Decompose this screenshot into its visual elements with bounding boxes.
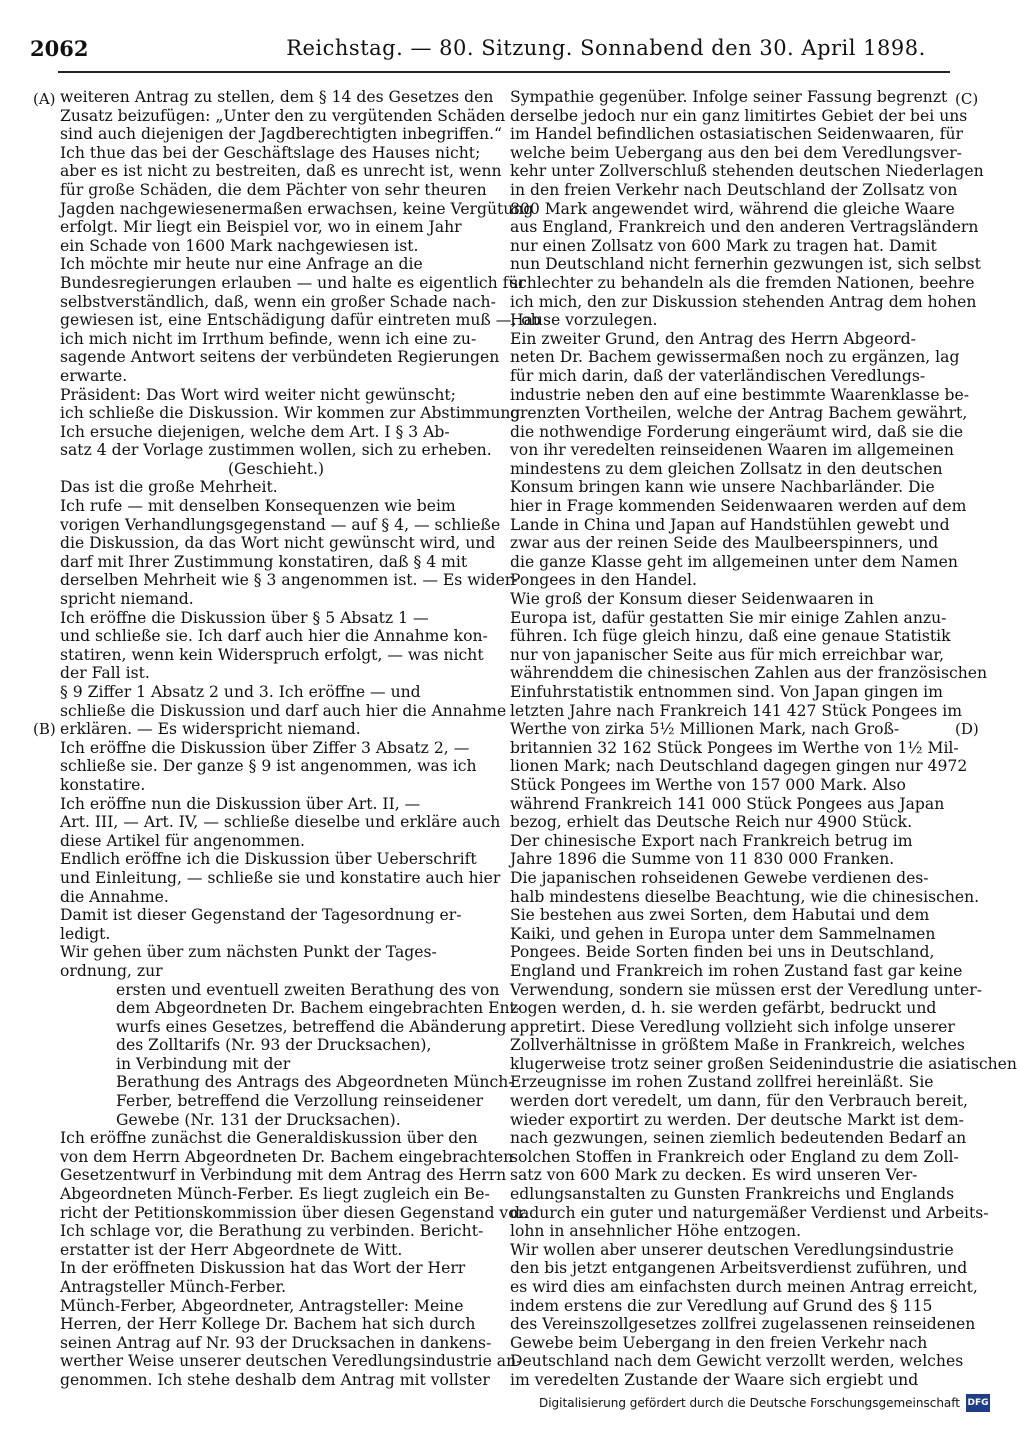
left-column-line: (Geschieht.) [227, 459, 325, 478]
left-column-line: ordnung, zur [60, 961, 163, 980]
right-column-line: klugerweise trotz seiner großen Seidenindustrie die asiatischen [510, 1054, 1017, 1073]
right-column-line: Lande in China und Japan auf Handstühlen gewebt und [510, 515, 950, 534]
left-column-line: werther Weise unserer deutschen Veredlungsindustrie an- [60, 1352, 522, 1371]
left-column-line: von dem Herrn Abgeordneten Dr. Bachem eingebrachten [60, 1147, 514, 1166]
left-column-line: ersten und eventuell zweiten Berathung des von [116, 980, 500, 999]
left-column-line: weiteren Antrag zu stellen, dem § 14 des Gesetzes den [60, 88, 494, 106]
left-column-line: vorigen Verhandlungsgegenstand — auf § 4, — schließe [60, 515, 501, 534]
left-column-line: Jagden nachgewiesenermaßen erwachsen, keine Vergütung [60, 199, 534, 218]
left-column-line: der Fall ist. [60, 664, 150, 683]
right-column-line: kehr unter Zollverschluß stehenden deutschen Niederlagen [510, 162, 984, 181]
left-column-line: Ich schlage vor, die Berathung zu verbinden. Bericht- [60, 1222, 484, 1241]
page-header [30, 36, 982, 66]
right-column-line: im Handel befindlichen ostasiatischen Seidenwaaren, für [510, 125, 963, 144]
margin-marker-c: (C) [955, 90, 979, 108]
left-column-line: Wir gehen über zum nächsten Punkt der Tages- [60, 943, 437, 962]
left-column-line: Ich möchte mir heute nur eine Anfrage an die [60, 255, 423, 274]
left-column-line: Das ist die große Mehrheit. [60, 478, 278, 497]
left-column-line: Gewebe (Nr. 131 der Drucksachen). [116, 1110, 401, 1129]
left-column-line: Endlich eröffne ich die Diskussion über Ueberschrift [60, 850, 477, 869]
right-column-line: Wir wollen aber unserer deutschen Veredlungsindustrie [510, 1240, 954, 1259]
right-column-line: Pongees. Beide Sorten finden bei uns in Deutschland, [510, 943, 935, 962]
right-column-line: des Vereinszollgesetzes zollfrei zugelassenen reinseidenen [510, 1315, 976, 1334]
left-column-line: satz 4 der Vorlage zustimmen wollen, sich zu erheben. [60, 441, 492, 460]
right-column-line: satz von 600 Mark zu decken. Es wird unseren Ver- [510, 1166, 918, 1185]
right-column-line: zwar aus der reinen Seide des Maulbeerspinners, und [510, 534, 939, 553]
running-head: Reichstag. — 80. Sitzung. Sonnabend den 30. April 1898. [286, 36, 926, 60]
footer-credit: Digitalisierung gefördert durch die Deutsche Forschungsgemeinschaft [538, 1396, 960, 1410]
right-column-line: den bis jetzt entgangenen Arbeitsverdienst zuführen, und [510, 1259, 968, 1278]
right-column-line: Konsum bringen kann wie unsere Nachbarländer. Die [510, 478, 935, 497]
right-column-line: lohn in ansehnlicher Höhe entzogen. [510, 1222, 802, 1241]
right-column-line: halb mindestens dieselbe Beachtung, wie die chinesischen. [510, 887, 980, 906]
left-column-line: Münch-Ferber, Abgeordneter, Antragsteller: Meine [60, 1296, 464, 1315]
right-column-line: Kaiki, und gehen in Europa unter dem Sammelnamen [510, 924, 936, 943]
left-column-line: ich schließe die Diskussion. Wir kommen zur Abstimmung. [60, 404, 526, 423]
right-column-line: Wie groß der Konsum dieser Seidenwaaren in [510, 590, 874, 609]
right-column-line: während Frankreich 141 000 Stück Pongees aus Japan [510, 794, 945, 813]
right-column-line: solchen Stoffen in Frankreich oder England zu dem Zoll- [510, 1147, 959, 1166]
margin-marker-a: (A) [33, 90, 56, 108]
right-column-line: für mich darin, daß der vaterländischen Veredlungs- [510, 366, 926, 385]
left-column-line: die Diskussion, da das Wort nicht gewünscht wird, und [60, 534, 496, 553]
right-column-line: Werthe von zirka 5½ Millionen Mark, nach Groß- [510, 720, 900, 739]
page-number: 2062 [30, 36, 89, 61]
left-column-line: und Einleitung, — schließe sie und konstatire auch hier [60, 868, 501, 887]
left-column-line: seinen Antrag auf Nr. 93 der Drucksachen in dankens- [60, 1333, 492, 1352]
left-column-line: erfolgt. Mir liegt ein Beispiel vor, wo in einem Jahr [60, 218, 462, 237]
right-column-line: Einfuhrstatistik entnommen sind. Von Japan gingen im [510, 683, 943, 701]
left-column-line: sind auch diejenigen der Jagdberechtigten inbegriffen.“ [60, 125, 503, 144]
left-column-line: Ich ersuche diejenigen, welche dem Art. I § 3 Ab- [60, 422, 450, 441]
right-column-line: letzten Jahre nach Frankreich 141 427 Stück Pongees im [510, 701, 962, 720]
left-column-line: ich mich nicht im Irrthum befinde, wenn ich eine zu- [60, 329, 477, 348]
right-column-line: in den freien Verkehr nach Deutschland der Zollsatz von [510, 180, 958, 199]
left-column-line: erklären. — Es widerspricht niemand. [60, 720, 361, 739]
right-column-line: die ganze Klasse geht im allgemeinen unter dem Namen [510, 552, 958, 571]
margin-marker-b: (B) [33, 720, 56, 738]
margin-marker-d: (D) [955, 720, 979, 738]
right-column-line: Deutschland nach dem Gewicht verzollt werden, welches [510, 1352, 964, 1371]
right-column-line: Die japanischen rohseidenen Gewebe verdienen des- [510, 868, 929, 887]
right-column-line: Sympathie gegenüber. Infolge seiner Fassung begrenzt [510, 88, 948, 106]
left-column-line: spricht niemand. [60, 590, 194, 609]
right-column-line: bezog, erhielt das Deutsche Reich nur 4900 Stück. [510, 813, 913, 832]
right-column-line: ich mich, den zur Diskussion stehenden Antrag dem hohen [510, 292, 977, 311]
right-column-line: von ihr veredelten reinseidenen Waaren im allgemeinen [510, 441, 954, 460]
right-column-line: dadurch ein guter und naturgemäßer Verdienst und Arbeits- [510, 1203, 989, 1222]
left-column-line: die Annahme. [60, 887, 169, 906]
left-column-line: Bundesregierungen erlauben — und halte es eigentlich für [60, 273, 526, 292]
right-column-line: Hause vorzulegen. [510, 311, 658, 330]
right-column-line: nun Deutschland nicht fernerhin gezwungen ist, sich selbst [510, 255, 981, 274]
right-column-line: Zollverhältnisse in größtem Maße in Frankreich, welches [510, 1036, 965, 1055]
left-column-line: Zusatz beizufügen: „Unter den zu vergütenden Schäden [60, 106, 506, 125]
right-column-line: schlechter zu behandeln als die fremden Nationen, beehre [510, 273, 975, 292]
left-column-line: Berathung des Antrags des Abgeordneten Münch- [116, 1073, 514, 1092]
left-column-line: und schließe sie. Ich darf auch hier die Annahme kon- [60, 627, 488, 646]
right-column-line: Pongees in den Handel. [510, 571, 697, 590]
left-column-line: Art. III, — Art. IV, — schließe dieselbe und erkläre auch [60, 813, 501, 832]
right-column-line: derselbe jedoch nur ein ganz limitirtes Gebiet der bei uns [510, 106, 968, 125]
right-column-line: die nothwendige Forderung eingeräumt wird, daß sie die [510, 422, 964, 441]
right-column-line: wieder exportirt zu werden. Der deutsche Markt ist dem- [510, 1110, 964, 1129]
right-column-line: Verwendung, sondern sie müssen erst der Veredlung unter- [510, 980, 982, 999]
right-column-line: grenzten Vortheilen, welche der Antrag Bachem gewährt, [510, 404, 968, 423]
header-rule [58, 71, 950, 73]
right-column-line: Der chinesische Export nach Frankreich betrug im [510, 831, 913, 850]
right-column-line: neten Dr. Bachem gewissermaßen noch zu ergänzen, lag [510, 348, 960, 367]
right-column-line: nach gezwungen, seinen ziemlich bedeutenden Bedarf an [510, 1129, 967, 1148]
left-column-line: schließe die Diskussion und darf auch hier die Annahme [60, 701, 507, 720]
left-column-line: selbstverständlich, daß, wenn ein großer Schade nach- [60, 292, 496, 311]
left-column-line: Ich eröffne zunächst die Generaldiskussion über den [60, 1129, 478, 1148]
right-column-line: es wird dies am einfachsten durch meinen Antrag erreicht, [510, 1278, 978, 1296]
right-column-line: lionen Mark; nach Deutschland dagegen gingen nur 4972 [510, 757, 968, 776]
right-column-line: Gewebe beim Uebergang in den freien Verkehr nach [510, 1333, 928, 1352]
right-column-line: zogen werden, d. h. sie werden gefärbt, bedruckt und [510, 999, 937, 1018]
left-column [60, 88, 541, 1390]
left-column-line: Präsident: Das Wort wird weiter nicht gewünscht; [60, 385, 456, 404]
right-column [510, 88, 1017, 1390]
left-column-line: Ich eröffne die Diskussion über Ziffer 3 Absatz 2, — [60, 738, 470, 757]
left-column-line: derselben Mehrheit wie § 3 angenommen ist. — Es wider- [60, 571, 518, 590]
footer [539, 1392, 990, 1414]
right-column-line: nur einen Zollsatz von 600 Mark zu tragen hat. Damit [510, 236, 937, 255]
left-column-line: sagende Antwort seitens der verbündeten Regierungen [60, 348, 500, 367]
left-column-line: Ich thue das bei der Geschäftslage des Hauses nicht; [60, 143, 481, 162]
left-column-line: für große Schäden, die dem Pächter von sehr theuren [60, 180, 487, 199]
left-column-line: In der eröffneten Diskussion hat das Wort der Herr [60, 1259, 466, 1278]
right-column-line: führen. Ich füge gleich hinzu, daß eine genaue Statistik [510, 627, 951, 646]
right-column-line: im veredelten Zustande der Waare sich ergiebt und [510, 1370, 919, 1389]
left-column-line: Herren, der Herr Kollege Dr. Bachem hat sich durch [60, 1315, 476, 1334]
left-column-line: aber es ist nicht zu bestreiten, daß es unrecht ist, wenn [60, 162, 502, 181]
left-column-line: ledigt. [60, 924, 111, 943]
left-column-line: Antragsteller Münch-Ferber. [60, 1278, 287, 1296]
left-column-line: § 9 Ziffer 1 Absatz 2 und 3. Ich eröffne — und [60, 683, 421, 701]
left-column-line: richt der Petitionskommission über diesen Gegenstand vor. [60, 1203, 529, 1222]
right-column-line: welche beim Uebergang aus den bei dem Veredlungsver- [510, 143, 962, 162]
right-column-line: industrie neben den auf eine bestimmte Waarenklasse be- [510, 385, 970, 404]
right-column-line: mindestens zu dem gleichen Zollsatz in den deutschen [510, 459, 943, 478]
right-column-line: England und Frankreich im rohen Zustand fast gar keine [510, 961, 963, 980]
right-column-line: Sie bestehen aus zwei Sorten, dem Habutai und dem [510, 906, 930, 925]
left-column-line: erstatter ist der Herr Abgeordnete de Witt. [60, 1240, 403, 1259]
left-column-line: erwarte. [60, 366, 128, 385]
right-column-line: werden dort veredelt, um dann, für den Verbrauch bereit, [510, 1092, 969, 1111]
right-column-line: währenddem die chinesischen Zahlen aus der französischen [510, 664, 988, 683]
left-column-line: Gesetzentwurf in Verbindung mit dem Antrag des Herrn [60, 1166, 507, 1185]
left-column-line: schließe sie. Der ganze § 9 ist angenommen, was ich [60, 757, 477, 776]
left-column-line: Damit ist dieser Gegenstand der Tagesordnung er- [60, 906, 462, 925]
left-column-line: des Zolltarifs (Nr. 93 der Drucksachen), [116, 1036, 432, 1055]
right-column-line: nur von japanischer Seite aus für mich erreichbar war, [510, 645, 945, 664]
left-column-line: dem Abgeordneten Dr. Bachem eingebrachten Ent- [116, 999, 522, 1018]
right-column-line: appretirt. Diese Veredlung vollzieht sich infolge unserer [510, 1017, 955, 1036]
left-column-line: Ich rufe — mit denselben Konsequenzen wie beim [60, 497, 456, 516]
right-column-line: Jahre 1896 die Summe von 11 830 000 Franken. [510, 850, 895, 869]
left-column-line: Ich eröffne nun die Diskussion über Art. II, — [60, 794, 421, 813]
right-column-line: indem erstens die zur Veredlung auf Grund des § 115 [510, 1296, 933, 1315]
right-column-line: Erzeugnisse im rohen Zustand zollfrei hereinläßt. Sie [510, 1073, 934, 1092]
dfg-logo-icon: DFG [966, 1394, 990, 1412]
right-column-line: Ein zweiter Grund, den Antrag des Herrn Abgeord- [510, 329, 916, 348]
left-column-line: genommen. Ich stehe deshalb dem Antrag mit vollster [60, 1370, 490, 1389]
left-column-line: Ferber, betreffend die Verzollung reinseidener [116, 1092, 484, 1111]
left-column-line: diese Artikel für angenommen. [60, 831, 305, 850]
left-column-line: wurfs eines Gesetzes, betreffend die Abänderung [116, 1017, 507, 1036]
left-column-line: darf mit Ihrer Zustimmung konstatiren, daß § 4 mit [60, 552, 468, 571]
right-column-line: aus England, Frankreich und den anderen Vertragsländern [510, 218, 979, 237]
left-column-line: statiren, wenn kein Widerspruch erfolgt, — was nicht [60, 645, 484, 664]
right-column-line: Europa ist, dafür gestatten Sie mir einige Zahlen anzu- [510, 608, 947, 627]
right-column-line: edlungsanstalten zu Gunsten Frankreichs und Englands [510, 1185, 955, 1204]
left-column-line: in Verbindung mit der [116, 1054, 291, 1073]
right-column-line: 800 Mark angewendet wird, während die gleiche Waare [510, 199, 955, 218]
right-column-line: britannien 32 162 Stück Pongees im Werthe von 1½ Mil- [510, 738, 959, 757]
left-column-line: Abgeordneten Münch-Ferber. Es liegt zugleich ein Be- [60, 1185, 490, 1204]
right-column-line: hier in Frage kommenden Seidenwaaren werden auf dem [510, 497, 967, 516]
left-column-line: gewiesen ist, eine Entschädigung dafür eintreten muß —, ob [60, 311, 541, 330]
right-column-line: Stück Pongees im Werthe von 157 000 Mark. Also [510, 775, 906, 794]
left-column-line: ein Schade von 1600 Mark nachgewiesen ist. [60, 236, 419, 255]
left-column-line: Ich eröffne die Diskussion über § 5 Absatz 1 — [60, 608, 429, 627]
left-column-line: konstatire. [60, 775, 146, 794]
